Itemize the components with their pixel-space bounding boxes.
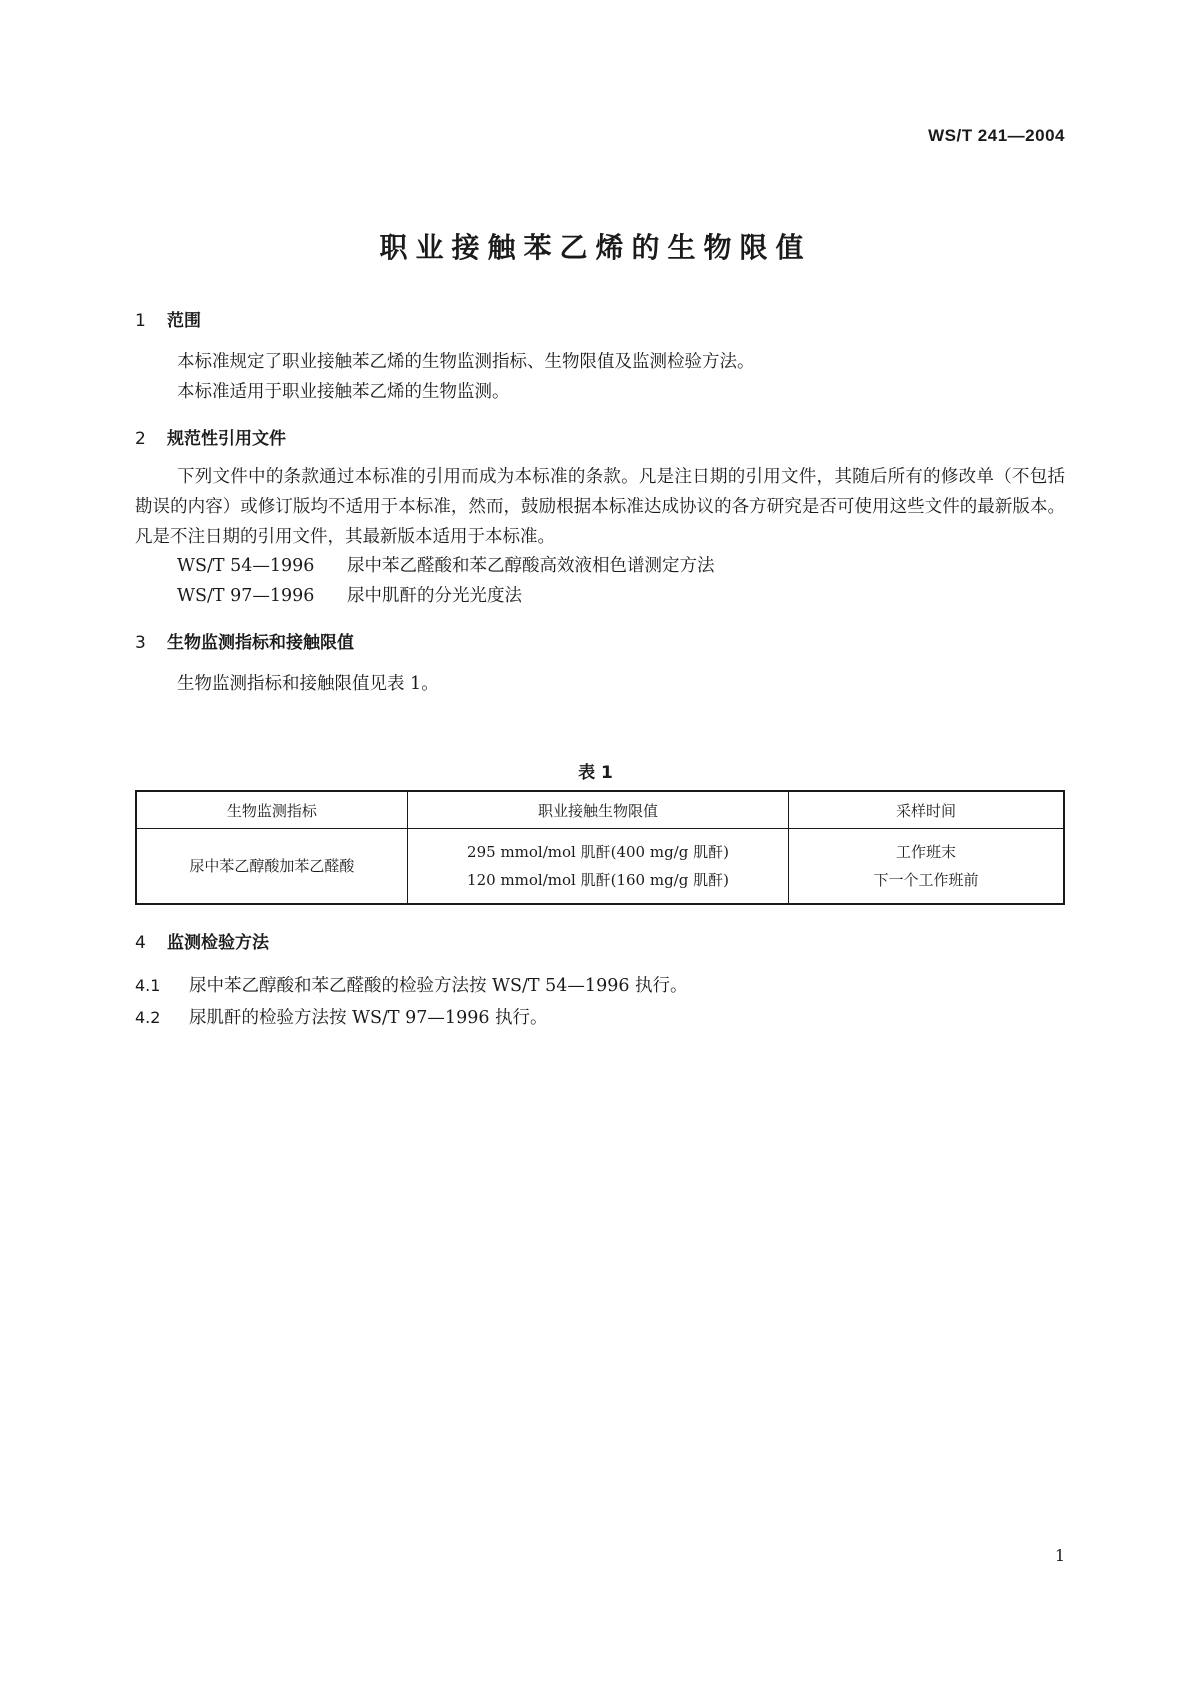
subsection-number: 4.1 xyxy=(135,976,161,995)
table-caption: 表 1 xyxy=(578,763,613,783)
reference-item xyxy=(177,582,522,607)
subsection-text: 尿中苯乙醇酸和苯乙醛酸的检验方法按 WS/T 54—1996 执行。 xyxy=(189,976,688,996)
sampling-time: 下一个工作班前 xyxy=(873,871,979,889)
indicator-cell: 尿中苯乙醇酸加苯乙醛酸 xyxy=(136,829,407,905)
reference-code: WS/T 54—1996 xyxy=(177,556,315,576)
section-number: 1 xyxy=(135,311,146,331)
section-2-heading xyxy=(135,424,286,449)
section-number: 4 xyxy=(135,933,146,953)
section-title: 范围 xyxy=(167,311,201,331)
limit-cell xyxy=(407,829,788,905)
limit-value: 295 mmol/mol 肌酐(400 mg/g 肌酐) xyxy=(467,843,729,861)
table-row xyxy=(136,829,1064,905)
sampling-time-cell xyxy=(789,829,1064,905)
subsection-text: 尿肌酐的检验方法按 WS/T 97—1996 执行。 xyxy=(189,1008,548,1028)
section-4-heading xyxy=(135,928,269,953)
section-title: 规范性引用文件 xyxy=(167,429,286,449)
page-number: 1 xyxy=(1054,1546,1065,1565)
biological-limits-table xyxy=(135,790,1065,905)
references-intro: 下列文件中的条款通过本标准的引用而成为本标准的条款。凡是注日期的引用文件，其随后所有的修改单（不包括勘误的内容）或修订版均不适用于本标准，然而，鼓励根据本标准达成协议的各方研究是否可使用这些文件的最新版本。凡是不注日期的引用文件，其最新版本适用于本标准。 xyxy=(135,467,1065,547)
section-3-heading xyxy=(135,628,354,653)
section-title: 生物监测指标和接触限值 xyxy=(167,633,354,653)
scope-paragraph-2: 本标准适用于职业接触苯乙烯的生物监测。 xyxy=(177,382,510,402)
table-header-cell: 采样时间 xyxy=(789,791,1064,829)
table-header-row xyxy=(136,791,1064,829)
subsection-4-2 xyxy=(135,1004,548,1029)
reference-item xyxy=(177,552,715,577)
reference-title: 尿中肌酐的分光光度法 xyxy=(347,586,522,606)
limit-value: 120 mmol/mol 肌酐(160 mg/g 肌酐) xyxy=(467,871,729,889)
document-title: 职业接触苯乙烯的生物限值 xyxy=(379,231,812,264)
limits-intro: 生物监测指标和接触限值见表 1。 xyxy=(177,674,439,694)
subsection-number: 4.2 xyxy=(135,1008,161,1027)
section-1-heading xyxy=(135,306,201,331)
section-number: 3 xyxy=(135,633,146,653)
reference-title: 尿中苯乙醛酸和苯乙醇酸高效液相色谱测定方法 xyxy=(347,556,715,576)
section-title: 监测检验方法 xyxy=(167,933,269,953)
table-header-cell: 生物监测指标 xyxy=(136,791,407,829)
sampling-time: 工作班末 xyxy=(896,843,957,861)
scope-paragraph-1: 本标准规定了职业接触苯乙烯的生物监测指标、生物限值及监测检验方法。 xyxy=(177,352,755,372)
standard-code: WS/T 241—2004 xyxy=(928,126,1065,145)
subsection-4-1 xyxy=(135,972,688,997)
table-header-cell: 职业接触生物限值 xyxy=(407,791,788,829)
section-number: 2 xyxy=(135,429,146,449)
reference-code: WS/T 97—1996 xyxy=(177,586,315,606)
